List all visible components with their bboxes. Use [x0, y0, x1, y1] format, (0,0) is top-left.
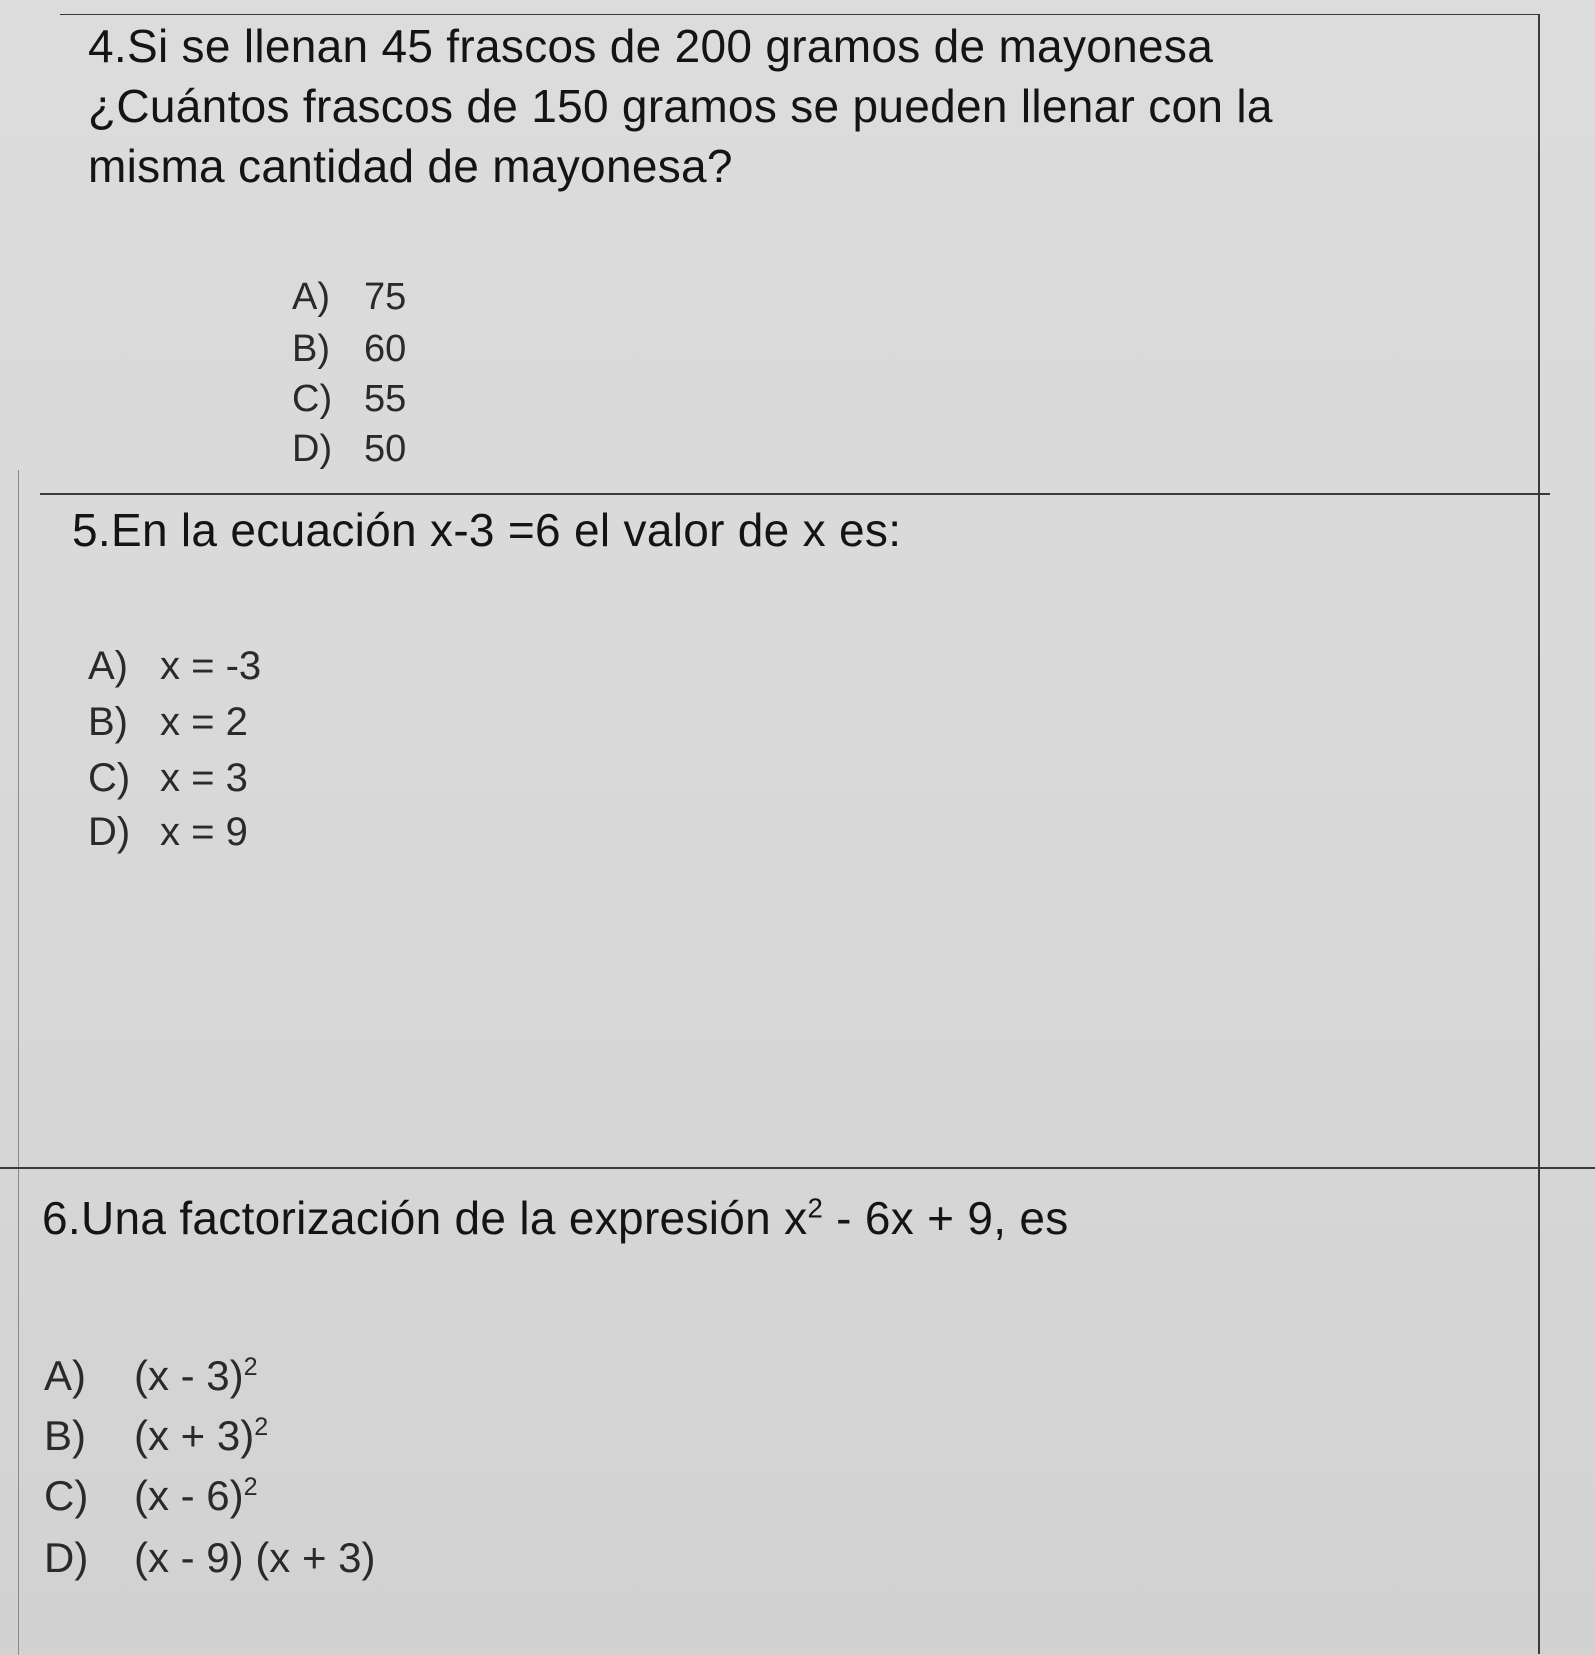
- question-text-after: el valor de x es:: [560, 504, 902, 556]
- question-4-line-1: [88, 16, 1273, 76]
- question-4: [88, 16, 1273, 196]
- option-b[interactable]: B) x = 2: [88, 700, 248, 744]
- question-4-line-3: misma cantidad de mayonesa?: [88, 140, 733, 192]
- question-number: 4.: [88, 20, 127, 72]
- question-text-after: , es: [993, 1192, 1069, 1244]
- question-number: 5.: [72, 504, 111, 556]
- option-a[interactable]: A) (x - 3)$^2$: [44, 1352, 258, 1399]
- option-d[interactable]: D) (x - 9) (x + 3): [44, 1534, 376, 1581]
- question-6: [42, 1188, 1069, 1248]
- option-d[interactable]: D) 50: [292, 428, 407, 470]
- option-c[interactable]: C) (x - 6)$^2$: [44, 1472, 258, 1519]
- option-b[interactable]: B) 60: [292, 328, 407, 370]
- option-c[interactable]: C) x = 3: [88, 756, 248, 800]
- question-text-before: Una factorización de la expresión: [80, 1192, 785, 1244]
- option-a[interactable]: A) 75: [292, 276, 407, 318]
- option-b[interactable]: B) $(x + 3)^2$: [44, 1412, 269, 1459]
- question-5: [72, 500, 901, 560]
- left-border-line: [18, 470, 19, 1655]
- divider-q4-q5: [40, 493, 1550, 495]
- question-text-before: En la ecuación: [110, 504, 431, 556]
- equation: x-3 =6: [430, 504, 561, 556]
- option-c[interactable]: C) 55: [292, 378, 407, 420]
- question-number: 6.: [42, 1192, 81, 1244]
- question-4-line-2: ¿Cuántos frascos de 150 gramos se pueden llenar con la: [88, 80, 1273, 132]
- divider-q5-q6: [0, 1167, 1595, 1169]
- expression: $x^2 - 6x + 9$: [784, 1192, 994, 1244]
- option-d[interactable]: D) x = 9: [88, 810, 248, 854]
- right-border-line: [1538, 14, 1540, 1654]
- top-border-line: [60, 14, 1540, 15]
- option-a[interactable]: A) x = -3: [88, 644, 262, 688]
- question-text: Si se llenan 45 frascos de 200 gramos de mayonesa: [126, 20, 1214, 72]
